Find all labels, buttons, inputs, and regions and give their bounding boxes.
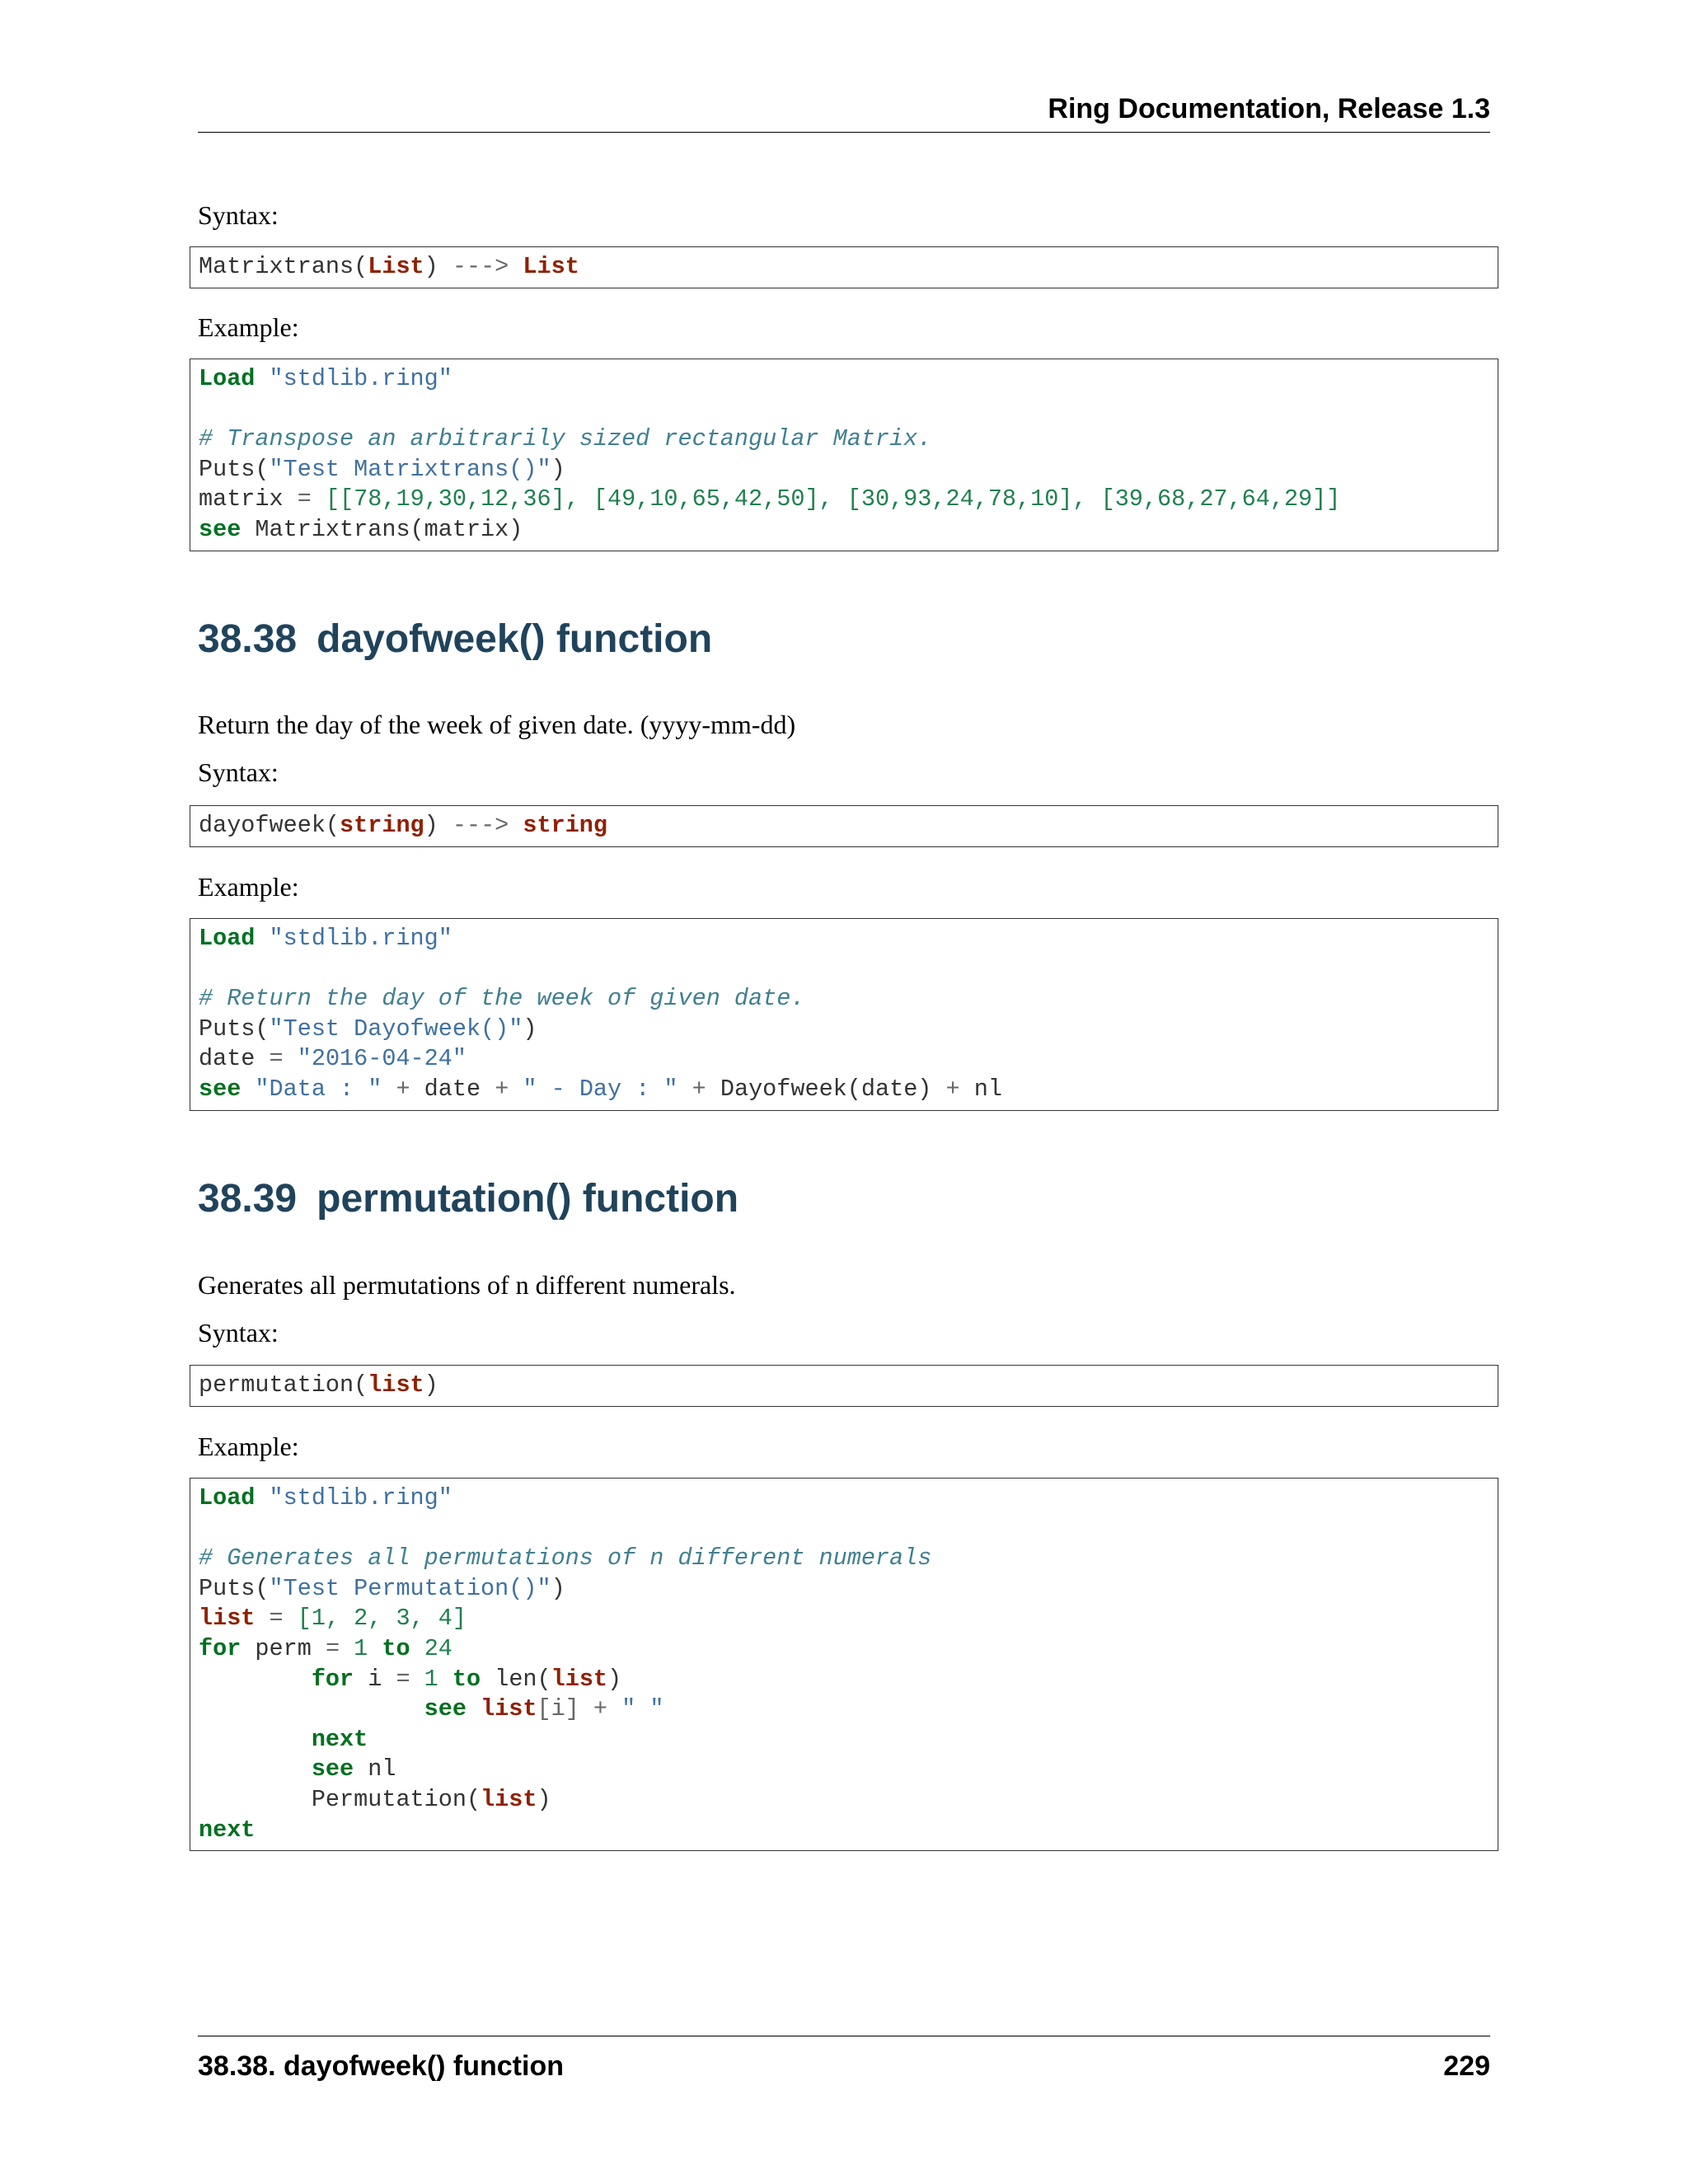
code-block: Load "stdlib.ring" # Return the day of the week of given date. Puts("Test Dayofweek()") date = "2016-04-24" see "Data : " + date + " - Day : " + Dayofweek(date) + nl xyxy=(190,918,1498,1111)
example-label: Example: xyxy=(198,872,299,902)
syntax-block: permutation(list) xyxy=(190,1365,1498,1407)
example-label: Example: xyxy=(198,1432,299,1461)
section-description: Generates all permutations of n different numerals. xyxy=(198,1270,736,1300)
header-title: Ring Documentation, Release 1.3 xyxy=(1048,93,1490,124)
syntax-label: Syntax: xyxy=(198,757,279,787)
syntax-block: Matrixtrans(List) ---> List xyxy=(190,246,1498,288)
syntax-block: dayofweek(string) ---> string xyxy=(190,805,1498,847)
section-heading-38-39: 38.39 permutation() function xyxy=(198,1177,739,1221)
code-block: Load "stdlib.ring" # Transpose an arbitrarily sized rectangular Matrix. Puts("Test Matrixtrans()") matrix = [[78,19,30,12,36], [49,10,65,42,50], [30,93,24,78,10], [39,68,27,64,29]] see Matrixtrans(matrix) xyxy=(190,359,1498,551)
running-footer xyxy=(198,2036,1490,2084)
example-label: Example: xyxy=(198,312,299,342)
code-block: Load "stdlib.ring" # Generates all permutations of n different numerals Puts("Test Permutation()") list = [1, 2, 3, 4] for perm = 1 to 24 for i = 1 to len(list) see list[i] + " " next see nl Permutation(list) next xyxy=(190,1478,1498,1851)
syntax-label: Syntax: xyxy=(198,1318,279,1347)
footer-section: 38.38. dayofweek() function xyxy=(198,2050,564,2082)
page-number: 229 xyxy=(1443,2050,1490,2082)
section-heading-38-38: 38.38 dayofweek() function xyxy=(198,617,713,661)
syntax-label: Syntax: xyxy=(198,200,279,230)
running-header xyxy=(198,92,1490,133)
section-description: Return the day of the week of given date. (yyyy-mm-dd) xyxy=(198,710,796,739)
